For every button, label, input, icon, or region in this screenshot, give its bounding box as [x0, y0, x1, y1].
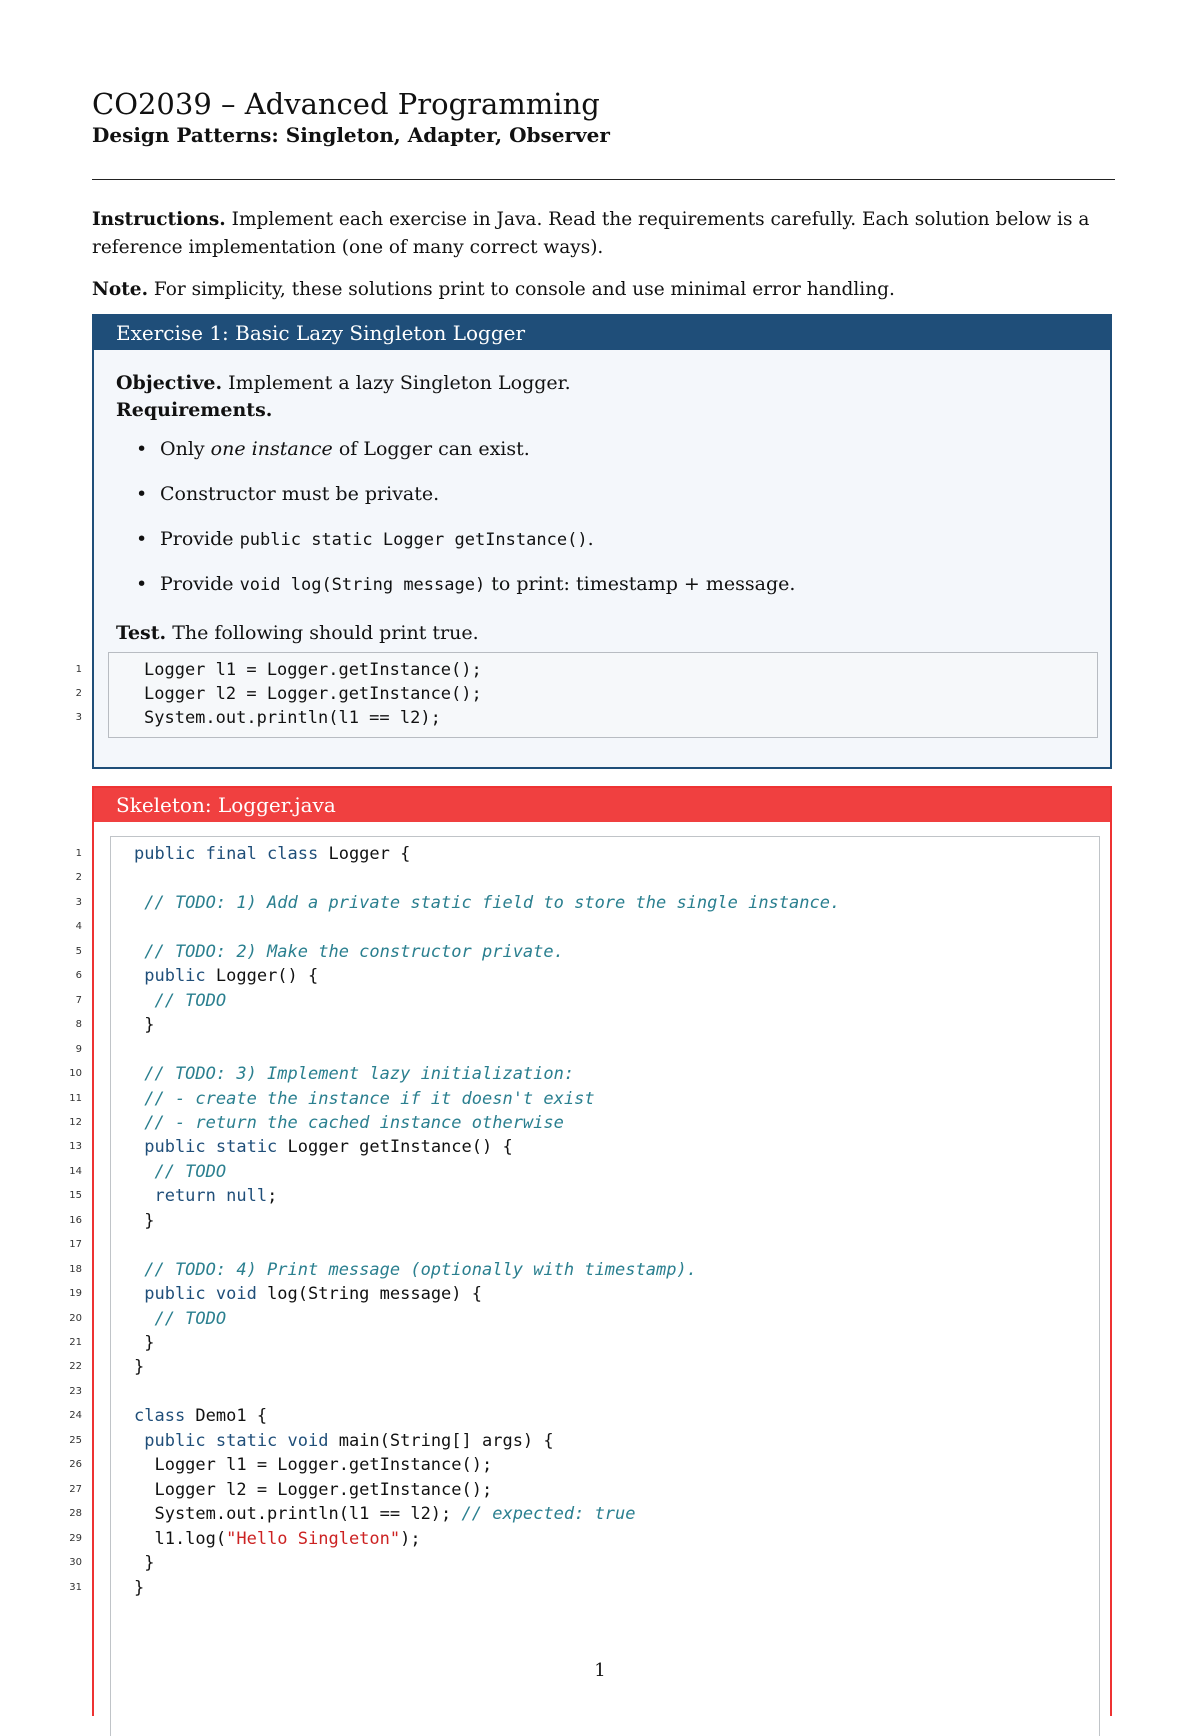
- code-comment: // expected: true: [461, 1504, 636, 1525]
- page-number: 1: [594, 1660, 606, 1681]
- code-comment: // TODO: 1) Add a private static field to store the single instance.: [134, 892, 841, 913]
- code-line: [134, 1331, 154, 1355]
- line-number: 31: [69, 1581, 82, 1593]
- code-line: [134, 1551, 154, 1575]
- instructions-paragraph: [92, 206, 1115, 262]
- exercise-title: Exercise 1: Basic Lazy Singleton Logger: [116, 321, 526, 345]
- requirement-item: [136, 481, 795, 526]
- code-text: );: [400, 1528, 421, 1549]
- code-line: [134, 1209, 154, 1233]
- code-text: main(String[] args) {: [328, 1430, 554, 1451]
- line-number: 4: [75, 921, 82, 933]
- course-title: CO2039 – Advanced Programming: [92, 87, 600, 121]
- requirement-text: Provide: [160, 528, 240, 550]
- code-line: [134, 1282, 482, 1306]
- line-number: 20: [69, 1312, 82, 1324]
- code-line: [134, 1502, 636, 1526]
- code-comment: // - create the instance if it doesn't exist: [134, 1088, 595, 1109]
- code-text: }: [134, 1357, 145, 1378]
- line-number: 10: [69, 1068, 82, 1080]
- code-comment: // TODO: 2) Make the constructor private.: [134, 941, 564, 962]
- line-number: 13: [69, 1141, 82, 1153]
- note-label: Note.: [92, 279, 149, 300]
- requirement-item: [136, 436, 795, 481]
- requirement-text: Provide: [160, 573, 240, 595]
- document-subtitle: Design Patterns: Singleton, Adapter, Observer: [92, 123, 610, 147]
- line-number: 14: [69, 1165, 82, 1177]
- code-line: [134, 842, 410, 866]
- skeleton-title: Skeleton: Logger.java: [116, 793, 336, 817]
- requirement-text: to print: timestamp + message.: [485, 573, 796, 595]
- line-number: 7: [75, 994, 82, 1006]
- instructions-label: Instructions.: [92, 209, 226, 230]
- line-number: 24: [69, 1410, 82, 1422]
- requirement-text: of Logger can exist.: [332, 438, 530, 460]
- line-number: 28: [69, 1508, 82, 1520]
- line-number: 17: [69, 1239, 82, 1251]
- code-line: [134, 1160, 226, 1184]
- code-line: [134, 989, 226, 1013]
- code-line: [134, 940, 564, 964]
- code-keyword: public final class: [134, 844, 319, 864]
- test-text: The following should print true.: [172, 622, 479, 644]
- line-number: 8: [75, 1019, 82, 1031]
- code-text: System.out.println(l1 == l2);: [134, 1504, 462, 1525]
- code-line: [134, 1111, 564, 1135]
- code-line: [134, 1404, 267, 1428]
- code-text: log(String message) {: [256, 1284, 482, 1305]
- code-text: Demo1 {: [185, 1406, 268, 1427]
- requirement-item: [136, 526, 795, 571]
- requirement-text: .: [587, 528, 594, 550]
- code-line: [134, 1013, 154, 1037]
- requirement-item: [136, 571, 795, 616]
- test-line: [116, 620, 479, 646]
- code-line: Logger l2 = Logger.getInstance();: [144, 684, 482, 704]
- code-line: [134, 891, 840, 915]
- code-keyword: class: [134, 1406, 186, 1427]
- note-text: For simplicity, these solutions print to console and use minimal error handling.: [153, 279, 895, 300]
- code-text: Logger() {: [205, 966, 319, 987]
- code-line: [134, 1184, 277, 1208]
- code-keyword: public static void: [134, 1430, 329, 1451]
- code-line: [134, 1453, 492, 1477]
- line-number: 18: [69, 1263, 82, 1275]
- line-number: 27: [69, 1483, 82, 1495]
- code-line: [134, 1135, 513, 1159]
- requirements-label: Requirements.: [116, 399, 273, 421]
- code-text: }: [134, 1577, 145, 1598]
- code-line: [134, 1576, 144, 1600]
- code-text: ;: [267, 1186, 278, 1207]
- code-text: }: [134, 1553, 155, 1574]
- line-number: 26: [69, 1459, 82, 1471]
- line-number: 2: [75, 688, 82, 699]
- code-text: l1.log(: [134, 1528, 227, 1549]
- requirement-code: void log(String message): [239, 575, 486, 595]
- line-number: 22: [69, 1361, 82, 1373]
- code-text: Logger l1 = Logger.getInstance();: [134, 1455, 493, 1476]
- code-text: Logger getInstance() {: [277, 1137, 513, 1158]
- line-number: 29: [69, 1532, 82, 1544]
- line-number: 15: [69, 1190, 82, 1202]
- code-text: }: [134, 1015, 155, 1036]
- line-number: 19: [69, 1288, 82, 1300]
- requirement-text: Only: [160, 438, 211, 460]
- code-line: System.out.println(l1 == l2);: [144, 708, 441, 728]
- objective-text: Implement a lazy Singleton Logger.: [228, 372, 571, 394]
- code-line: [134, 1087, 595, 1111]
- line-number: 3: [75, 712, 82, 723]
- note-paragraph: [92, 276, 1115, 304]
- line-number: 23: [69, 1385, 82, 1397]
- code-line: [134, 1258, 697, 1282]
- instructions-text: Implement each exercise in Java. Read the requirements carefully. Each solution below is a reference implementation (one of many correct ways).: [92, 209, 1090, 258]
- test-label: Test.: [116, 622, 167, 644]
- code-line: [134, 1307, 226, 1331]
- objective-line: [116, 370, 571, 396]
- line-number: 11: [69, 1092, 82, 1104]
- line-number: 25: [69, 1434, 82, 1446]
- code-keyword: return null: [134, 1186, 268, 1207]
- exercise-header: [94, 316, 1110, 350]
- line-number: 1: [75, 848, 82, 859]
- skeleton-header: [94, 788, 1110, 822]
- line-number: 3: [75, 896, 82, 908]
- line-number: 2: [75, 872, 82, 884]
- code-comment: // TODO: 3) Implement lazy initialization:: [134, 1064, 575, 1085]
- code-line: [134, 1062, 574, 1086]
- line-number: 12: [69, 1116, 82, 1128]
- code-string: "Hello Singleton": [226, 1528, 401, 1549]
- code-text: Logger {: [318, 844, 411, 864]
- requirement-text: Constructor must be private.: [160, 483, 440, 505]
- line-number: 5: [75, 945, 82, 957]
- line-number: 21: [69, 1337, 82, 1348]
- header-divider: [92, 179, 1115, 180]
- skeleton-box: [92, 786, 1112, 1716]
- code-text: }: [134, 1210, 155, 1231]
- code-line: [134, 1355, 144, 1379]
- code-keyword: public void: [134, 1284, 257, 1305]
- line-number: 9: [75, 1043, 82, 1055]
- requirement-code: public static Logger getInstance(): [239, 530, 588, 550]
- code-comment: // TODO: [134, 1308, 227, 1329]
- code-keyword: public: [134, 966, 206, 987]
- code-comment: // TODO: [134, 990, 227, 1011]
- code-keyword: public static: [134, 1137, 278, 1158]
- line-number: 30: [69, 1557, 82, 1569]
- code-text: Logger l2 = Logger.getInstance();: [134, 1479, 493, 1500]
- line-number: 16: [69, 1214, 82, 1226]
- code-text: }: [134, 1333, 155, 1353]
- code-comment: // TODO: [134, 1161, 227, 1182]
- code-comment: // TODO: 4) Print message (optionally with timestamp).: [134, 1259, 697, 1280]
- requirement-emphasis: one instance: [210, 438, 333, 460]
- code-line: Logger l1 = Logger.getInstance();: [144, 660, 482, 680]
- code-comment: // - return the cached instance otherwise: [134, 1112, 564, 1133]
- code-line: [134, 1478, 492, 1502]
- line-number: 6: [75, 970, 82, 982]
- code-line: [134, 1429, 554, 1453]
- code-line: [134, 964, 318, 988]
- requirements-heading: [116, 397, 272, 423]
- requirements-list: [136, 436, 795, 616]
- code-line: [134, 1527, 421, 1551]
- objective-label: Objective.: [116, 372, 223, 394]
- line-number: 1: [75, 664, 82, 675]
